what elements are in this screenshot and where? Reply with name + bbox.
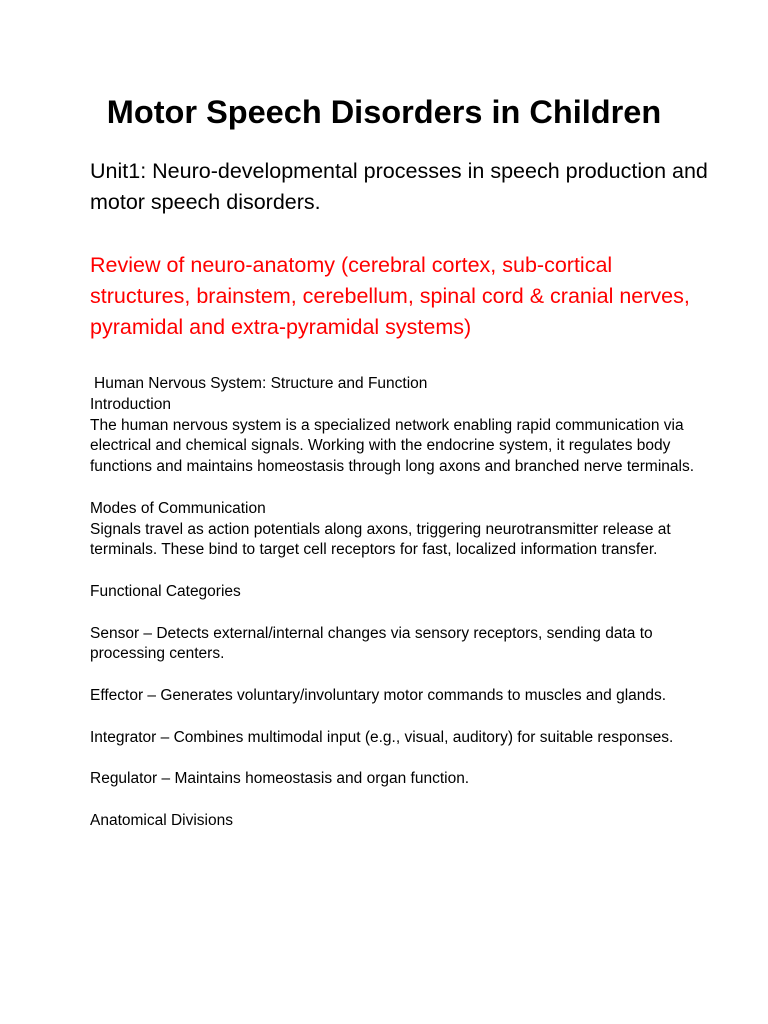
category-integrator: Integrator – Combines multimodal input (e.g., visual, auditory) for suitable responses. xyxy=(90,728,674,746)
review-heading: Review of neuro-anatomy (cerebral cortex, sub-cortical structures, brainstem, cerebellum, spinal cord & cranial nerves, pyramidal and extra-pyramidal systems) xyxy=(90,253,690,339)
spacer xyxy=(90,561,710,582)
spacer xyxy=(90,603,710,624)
category-regulator: Regulator – Maintains homeostasis and organ function. xyxy=(90,770,470,788)
modes-paragraph: Signals travel as action potentials along axons, triggering neurotransmitter release at terminals. These bind to target cell receptors for fast, localized information transfer. xyxy=(90,520,671,559)
spacer xyxy=(90,665,710,686)
intro-paragraph: The human nervous system is a specialized network enabling rapid communication via electrical and chemical signals. Working with the endocrine system, it regulates body functions and maintains homeostasis through long axons and branched nerve terminals. xyxy=(90,416,695,476)
intro-heading: Introduction xyxy=(90,395,171,413)
unit-heading: Unit1: Neuro-developmental processes in speech production and motor speech disorders. xyxy=(90,159,708,214)
category-effector: Effector – Generates voluntary/involuntary motor commands to muscles and glands. xyxy=(90,686,667,704)
modes-heading: Modes of Communication xyxy=(90,499,266,517)
document-title: Motor Speech Disorders in Children xyxy=(106,94,662,130)
divisions-heading: Anatomical Divisions xyxy=(90,811,233,829)
document-body xyxy=(90,374,710,832)
categories-heading: Functional Categories xyxy=(90,582,241,600)
category-sensor: Sensor – Detects external/internal changes via sensory receptors, sending data to processing centers. xyxy=(90,624,653,663)
section-title: Human Nervous System: Structure and Function xyxy=(94,375,428,392)
spacer xyxy=(90,478,710,499)
spacer xyxy=(90,790,710,811)
spacer xyxy=(90,748,710,769)
spacer xyxy=(90,707,710,728)
